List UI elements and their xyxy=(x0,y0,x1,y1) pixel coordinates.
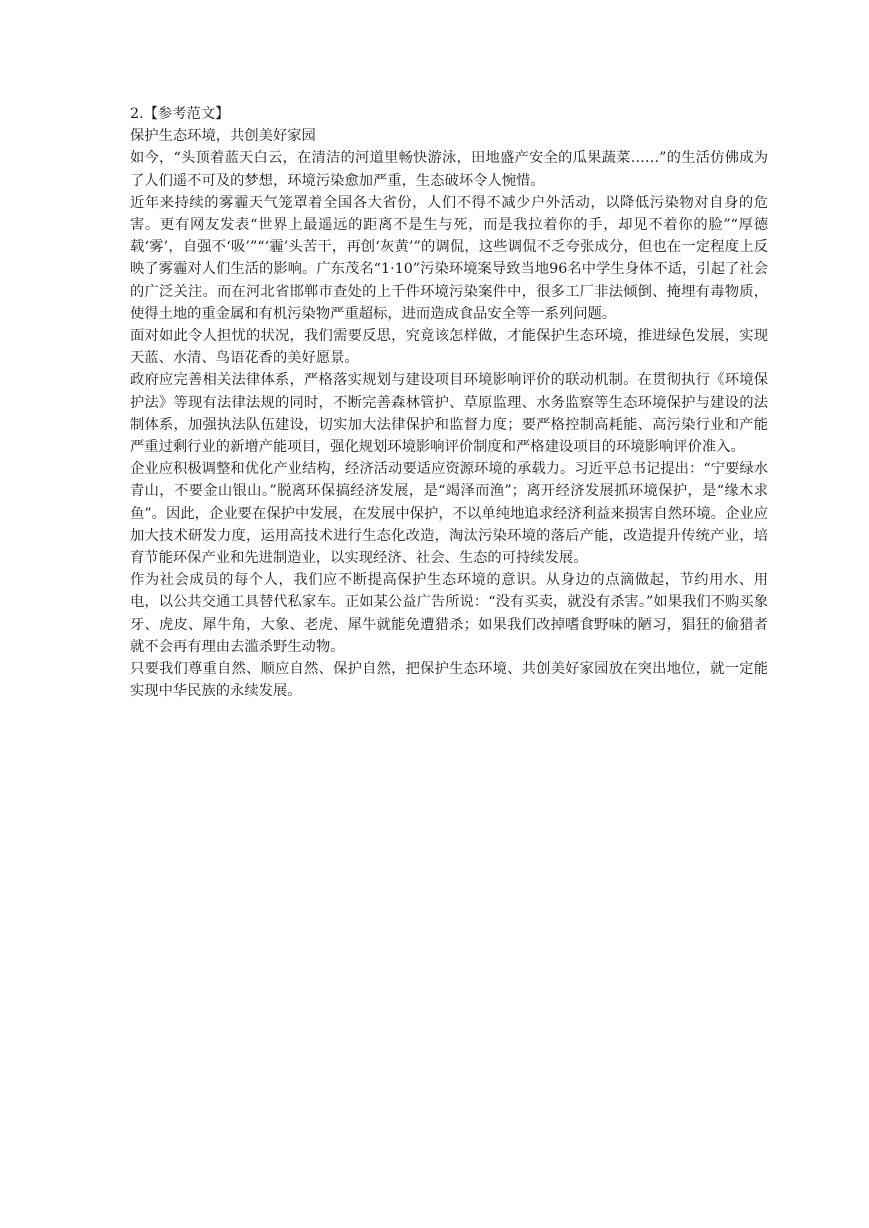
paragraph-individual: 作为社会成员的每个人，我们应不断提高保护生态环境的意识。从身边的点滴做起，节约用水、用电，以公共交通工具替代私家车。正如某公益广告所说：“没有买卖，就没有杀害。”如果我们不购买象牙、虎皮、犀牛角，大象、老虎、犀牛就能免遭猎杀；如果我们改掉嗜食野味的陋习，猖狂的偷猎者就不会再有理由去滥杀野生动物。 xyxy=(130,572,768,655)
paragraph-reflection: 面对如此令人担忧的状况，我们需要反思，究竟该怎样做，才能保护生态环境，推进绿色发展，实现天蓝、水清、鸟语花香的美好愿景。 xyxy=(130,328,768,367)
essay-document xyxy=(130,103,768,702)
section-heading: 2.【参考范文】 xyxy=(130,106,230,122)
paragraph-smog: 近年来持续的雾霾天气笼罩着全国各大省份，人们不得不减少户外活动，以降低污染物对自身的危害。更有网友发表“世界上最遥远的距离不是生与死，而是我拉着你的手，却见不着你的脸”“厚德载‘雾’，自强不‘吸’”“‘霾’头苦干，再创‘灰黄’”的调侃，这些调侃不乏夸张成分，但也在一定程度上反映了雾霾对人们生活的影响。广东茂名“1·10”污染环境案导致当地96名中学生身体不适，引起了社会的广泛关注。而在河北省邯郸市查处的上千件环境污染案件中，很多工厂非法倾倒、掩埋有毒物质，使得土地的重金属和有机污染物严重超标，进而造成食品安全等一系列问题。 xyxy=(130,194,768,322)
essay-title: 保护生态环境，共创美好家园 xyxy=(130,128,316,145)
paragraph-enterprise: 企业应积极调整和优化产业结构，经济活动要适应资源环境的承载力。习近平总书记提出：“宁要绿水青山，不要金山银山。”脱离环保搞经济发展，是“竭泽而渔”；离开经济发展抓环境保护，是“缘木求鱼”。因此，企业要在保护中发展，在发展中保护，不以单纯地追求经济利益来损害自然环境。企业应加大技术研发力度，运用高技术进行生态化改造，淘汰污染环境的落后产能，改造提升传统产业，培育节能环保产业和先进制造业，以实现经济、社会、生态的可持续发展。 xyxy=(130,461,768,567)
paragraph-conclusion: 只要我们尊重自然、顺应自然、保护自然，把保护生态环境、共创美好家园放在突出地位，就一定能实现中华民族的永续发展。 xyxy=(130,661,768,700)
paragraph-intro: 如今，“头顶着蓝天白云，在清洁的河道里畅快游泳，田地盛产安全的瓜果蔬菜……”的生活仿佛成为了人们遥不可及的梦想，环境污染愈加严重，生态破坏令人惋惜。 xyxy=(130,150,768,189)
paragraph-government: 政府应完善相关法律体系，严格落实规划与建设项目环境影响评价的联动机制。在贯彻执行《环境保护法》等现有法律法规的同时，不断完善森林管护、草原监理、水务监察等生态环境保护与建设的法制体系，加强执法队伍建设，切实加大法律保护和监督力度；要严格控制高耗能、高污染行业和产能严重过剩行业的新增产能项目，强化规划环境影响评价制度和严格建设项目的环境影响评价准入。 xyxy=(130,372,768,456)
